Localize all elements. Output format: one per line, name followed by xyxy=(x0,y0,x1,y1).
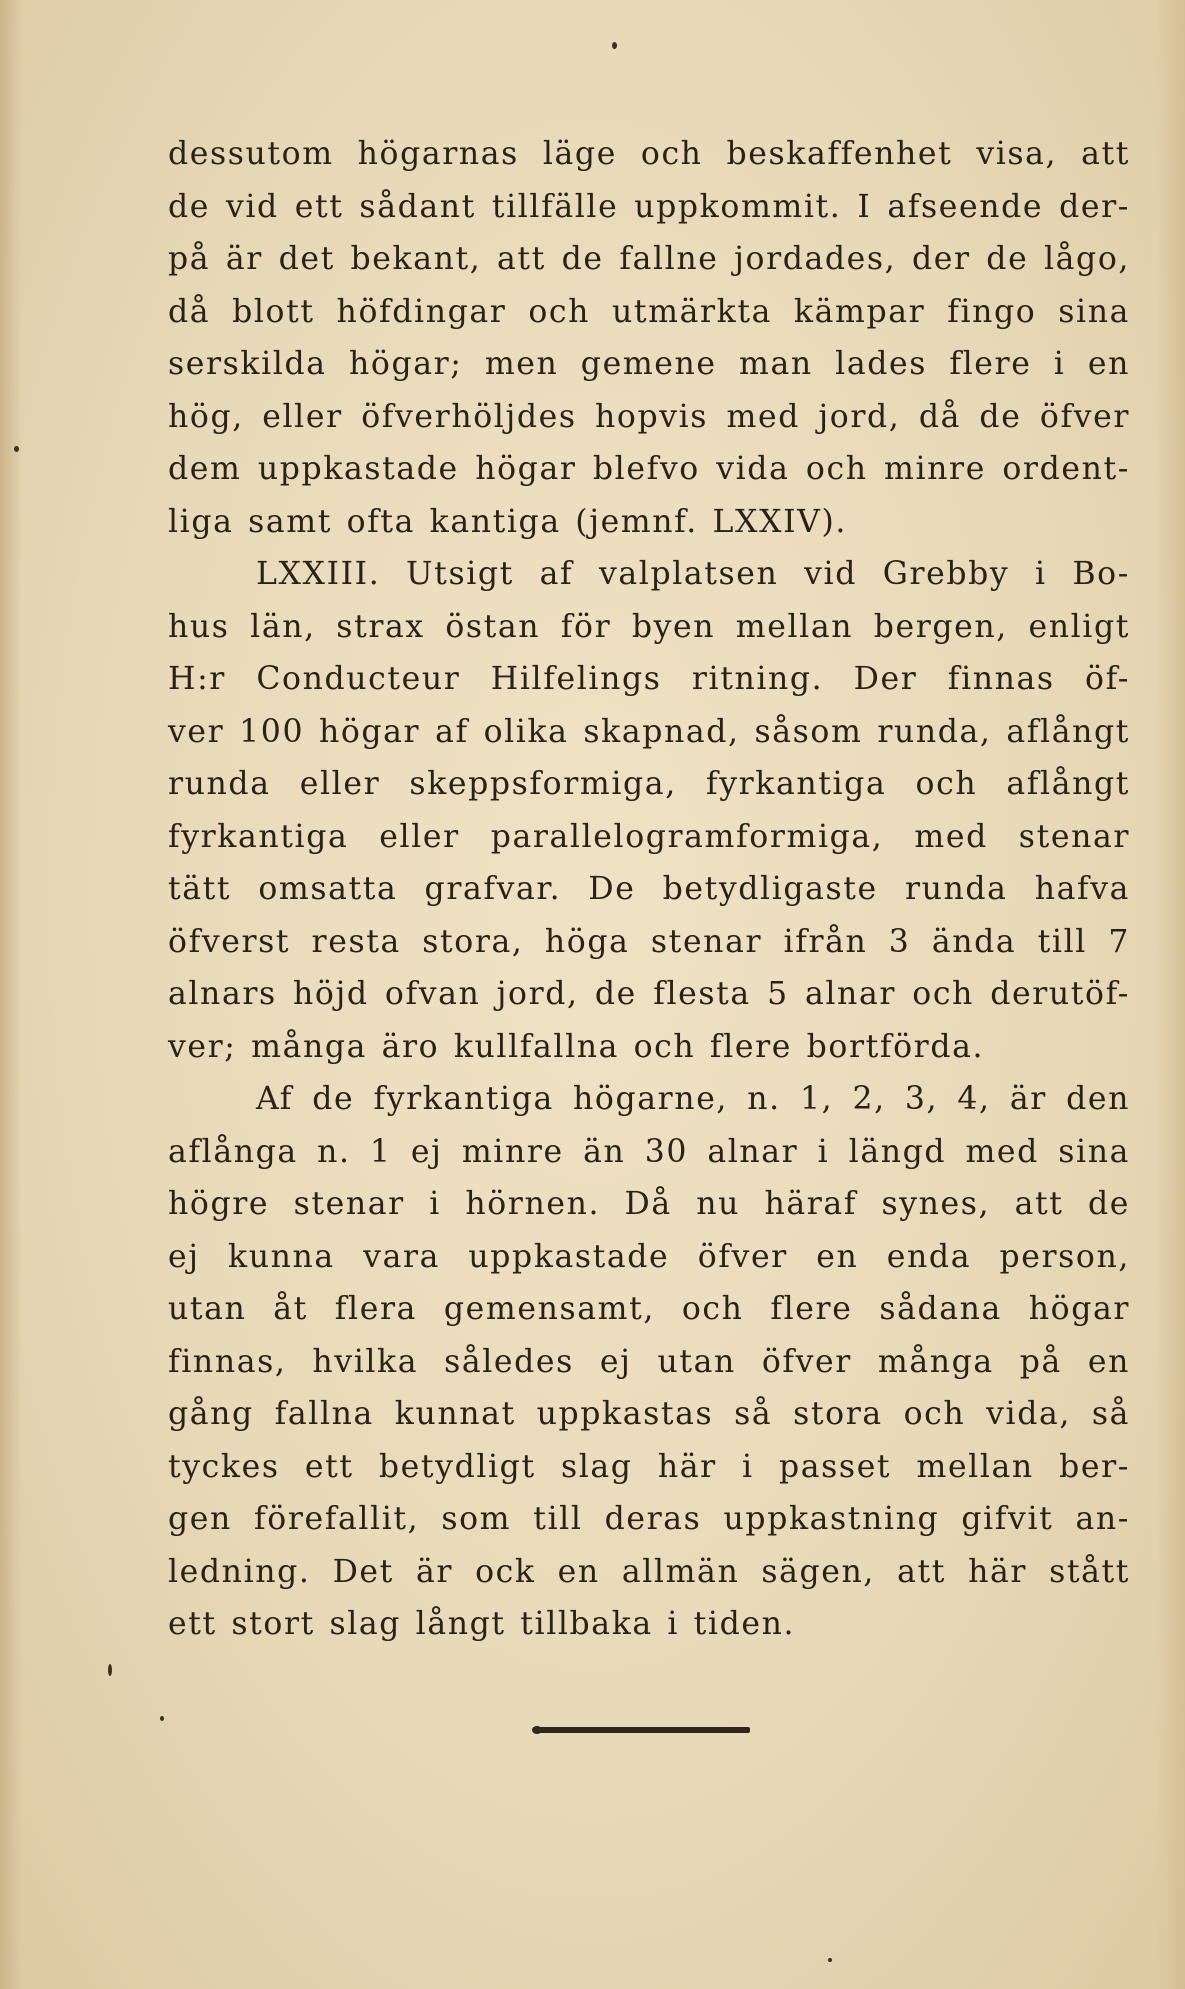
text-line: tyckes ett betydligt slag här i passet mellan ber- xyxy=(168,1448,1130,1485)
section-heading-line: LXXIII. Utsigt af valplatsen vid Grebby i Bo- xyxy=(256,556,1130,592)
text-line: gång fallna kunnat uppkastas så stora och vida, så xyxy=(168,1396,1130,1432)
ink-speck xyxy=(108,1664,112,1676)
text-line: på är det bekant, att de fallne jordades, der de lågo, xyxy=(168,241,1130,277)
text-line: gen förefallit, som till deras uppkastning gifvit an- xyxy=(168,1501,1130,1537)
text-line: aflånga n. 1 ej minre än 30 alnar i längd med sina xyxy=(168,1133,1130,1170)
text-line: hög, eller öfverhöljdes hopvis med jord, då de öfver xyxy=(168,398,1130,435)
text-line: runda eller skeppsformiga, fyrkantiga och aflångt xyxy=(168,766,1130,802)
text-line: fyrkantiga eller parallelogramformiga, med stenar xyxy=(168,818,1130,855)
text-line: ej kunna vara uppkastade öfver en enda person, xyxy=(168,1238,1130,1275)
body-text xyxy=(168,128,1130,1651)
text-line: H:r Conducteur Hilfelings ritning. Der finnas öf- xyxy=(168,661,1130,697)
text-line: tätt omsatta grafvar. De betydligaste runda hafva xyxy=(168,871,1130,907)
text-line: öfverst resta stora, höga stenar ifrån 3 ända till 7 xyxy=(168,923,1130,960)
ink-speck xyxy=(14,446,19,452)
text-line: de vid ett sådant tillfälle uppkommit. I afseende der- xyxy=(168,188,1130,225)
text-line: serskilda högar; men gemene man lades flere i en xyxy=(168,346,1130,382)
text-line: ett stort slag långt tillbaka i tiden. xyxy=(168,1606,796,1642)
text-line: liga samt ofta kantiga (jemnf. LXXIV). xyxy=(168,503,847,540)
text-line: finnas, hvilka således ej utan öfver många på en xyxy=(168,1343,1130,1380)
page-right-edge-shadow xyxy=(1157,0,1185,1989)
text-line: hus län, strax östan för byen mellan bergen, enligt xyxy=(168,608,1130,645)
ink-speck xyxy=(612,42,617,49)
ink-speck xyxy=(828,1958,832,1962)
page-left-edge-shadow xyxy=(0,0,22,1989)
text-line: dem uppkastade högar blefvo vida och minre ordent- xyxy=(168,451,1130,487)
paragraph-start-line: Af de fyrkantiga högarne, n. 1, 2, 3, 4, är den xyxy=(256,1081,1130,1117)
text-line: högre stenar i hörnen. Då nu häraf synes, att de xyxy=(168,1186,1130,1222)
text-line: ledning. Det är ock en allmän sägen, att här stått xyxy=(168,1553,1130,1590)
text-line: då blott höfdingar och utmärkta kämpar fingo sina xyxy=(168,293,1130,330)
text-line: ver; många äro kullfallna och flere bortförda. xyxy=(168,1028,985,1065)
text-line: utan åt flera gemensamt, och flere sådana högar xyxy=(168,1291,1130,1327)
text-line: dessutom högarnas läge och beskaffenhet visa, att xyxy=(168,136,1130,172)
text-line: ver 100 högar af olika skapnad, såsom runda, aflångt xyxy=(168,713,1130,750)
end-rule-ornament xyxy=(538,1727,750,1733)
ink-speck xyxy=(160,1716,164,1721)
text-line: alnars höjd ofvan jord, de flesta 5 alnar och derutöf- xyxy=(168,976,1130,1012)
